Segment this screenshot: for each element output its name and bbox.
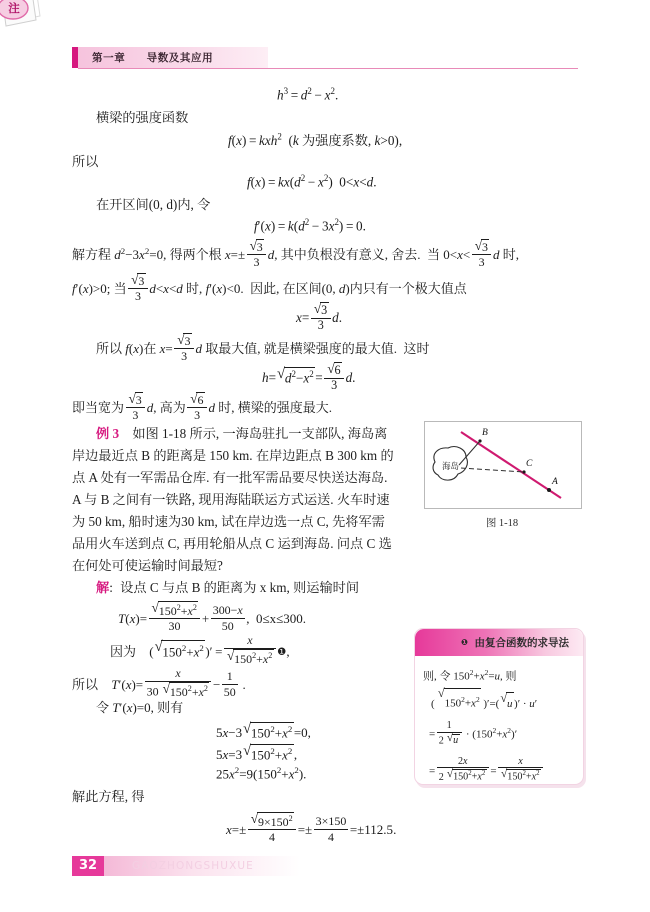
note-box xyxy=(414,628,584,785)
para-max-value-2: 即当宽为 √ 3 3 d, 高为 √ 6 3 d 时, 横梁的强度最大. xyxy=(72,390,332,422)
equation-step-3: $25x^2=9(150^2+x^2)$. xyxy=(216,765,307,782)
note-marker: ❶ xyxy=(461,637,468,648)
note-header-text xyxy=(461,635,569,650)
equation-fprime-zero: $f'(x) = k(d^2 - 3x^2) = 0$. xyxy=(254,217,366,234)
header-rule xyxy=(78,68,578,69)
figure-1-18 xyxy=(424,421,582,537)
tx-domain: 0≤x≤300. xyxy=(255,611,306,627)
island-label: 海岛 xyxy=(442,461,460,471)
example-line-3: 点 A 处有一军需品仓库. 有一批军需品要尽快送达海岛. xyxy=(72,470,388,485)
note-header-label: 由复合函数的求导法 xyxy=(474,638,570,649)
figure-point-c-label: C xyxy=(526,459,533,469)
footnote-marker-1: ❶ xyxy=(277,646,287,658)
example-line-2: 岸边最近点 B 的距离是 150 km. 在岸边距点 B 300 km 的 xyxy=(72,448,394,463)
footer-watermark: GAOZHONGSHUXUE xyxy=(132,860,254,872)
note-line-3: = 1 2 √ u · $(150^2+x^2)'$ xyxy=(429,720,518,747)
para-max-value-1: 所以 f(x)在 x= √ 3 3 d 取最大值, 就是横梁强度的最大值. 这时 xyxy=(96,331,430,363)
equation-tx: T(x)= √ $150^2+x^2$ 30 + $\frac{300-x}{50}$ , 0≤x≤300. xyxy=(118,599,306,633)
example-line-7: 在何处可使运输时间最短? xyxy=(72,558,223,573)
line-solve-equation: 解此方程, 得 xyxy=(72,789,145,804)
figure-caption: 图 1-18 xyxy=(485,518,519,529)
note-badge-label: 注 xyxy=(8,3,20,15)
example-number: 例 3 xyxy=(96,426,120,441)
page-number: 32 xyxy=(72,856,104,876)
equation-f-kxh2: f(x) = kxh$^2$ (k 为强度系数, k>0), xyxy=(228,131,403,148)
figure-point-b-label: B xyxy=(482,428,488,438)
para-solve-equation-2: f′(x)>0; 当 √ 3 3 d<x<d 时, f′(x)<0. 因此, 在区间(0, d)内只有一个极大值点 xyxy=(72,271,467,303)
note-body xyxy=(415,656,583,783)
because-label: 因为 xyxy=(110,644,137,660)
note-line-1: 则, 令 $150^2+x^2=u$, 则 xyxy=(423,668,517,683)
point-b-dot xyxy=(478,439,481,442)
equation-step-2: 5x=3 √ $150^2+x^2$ , xyxy=(216,742,298,762)
line-because: 因为 ( √ $150^2+x^2$ )′ = x √ $150^2+x^2$ ❶, xyxy=(110,633,290,666)
note-badge xyxy=(0,0,46,28)
equation-h-root6: h= √ $d^2-x^2$ = √ 6 3 d. xyxy=(262,360,356,393)
equation-h-squared: $h^3 = d^2 - x^2$. xyxy=(277,86,339,103)
example-line-1: 如图 1-18 所示, 一海岛驻扎一支部队, 海岛离 xyxy=(132,426,388,441)
line-let-tprime-zero: 令 T′(x)=0, 则有 xyxy=(96,700,184,715)
equation-f-kx-d2x2: $f(x) = kx(d^2 - x^2)$ 0<x<d. xyxy=(247,173,377,190)
header-chapter-title: 导数及其应用 xyxy=(146,52,214,64)
example-line-6: 品用火车送到点 C, 再用轮船从点 C 运到海岛. 问点 C 选 xyxy=(72,536,392,551)
note-line-2: ( √ $150^2+x^2$ )′=( √ u )′ · u′ xyxy=(423,688,577,715)
page-footer xyxy=(72,856,312,878)
note-line-4: = 2x 2 √ $150^2+x^2$ = x √ $150^2+x^2$ xyxy=(423,756,577,784)
figure-point-a-label: A xyxy=(552,477,558,487)
running-header xyxy=(72,47,578,71)
line-open-interval: 在开区间(0, d)内, 令 xyxy=(96,197,211,212)
therefore-label: 所以 xyxy=(72,677,99,693)
coastline-line xyxy=(461,432,561,498)
point-c-dot xyxy=(522,470,525,473)
header-chapter: 第一章 xyxy=(92,52,126,64)
equation-result: x=± √ $9\times 150^2$ 4 =± $\frac{3\times 150}{4}$ =±112.5. xyxy=(226,810,397,844)
point-a-dot xyxy=(547,488,551,492)
para-solve-equation-1: 解方程 $d^2-3x^2=0$, 得两个根 x=± √ 3 3 d, 其中负根没有意义, 舍去. 当 0<x< √ 3 3 d 时, xyxy=(72,237,519,269)
equation-x-equals-root3: x= √ 3 3 d. xyxy=(296,300,343,333)
solution-header: 解: 设点 C 与点 B 的距离为 x km, 则运输时间 xyxy=(96,580,360,595)
line-therefore-2: 所以 T′(x)= x 30 √ $150^2+x^2$ − $\frac{1}{50}$ . xyxy=(72,666,246,699)
solution-setup-text: 设点 C 与点 B 的距离为 x km, 则运输时间 xyxy=(120,580,360,595)
example-line-5: 为 50 km, 船时速为30 km, 试在岸边选一点 C, 先将军需 xyxy=(72,514,385,529)
header-title xyxy=(92,50,213,65)
equation-step-1: 5x−3 √ $150^2+x^2 =0$, xyxy=(216,720,311,740)
figure-frame xyxy=(424,421,582,509)
line-strength-function: 横梁的强度函数 xyxy=(96,110,189,125)
example-line-4: A 与 B 之间有一铁路, 现用海陆联运方式运送. 火车时速 xyxy=(72,492,390,507)
example-label xyxy=(96,424,387,444)
result-value: ±112.5 xyxy=(357,822,394,838)
line-therefore-1: 所以 xyxy=(72,154,99,169)
solution-label: 解 xyxy=(96,580,110,595)
